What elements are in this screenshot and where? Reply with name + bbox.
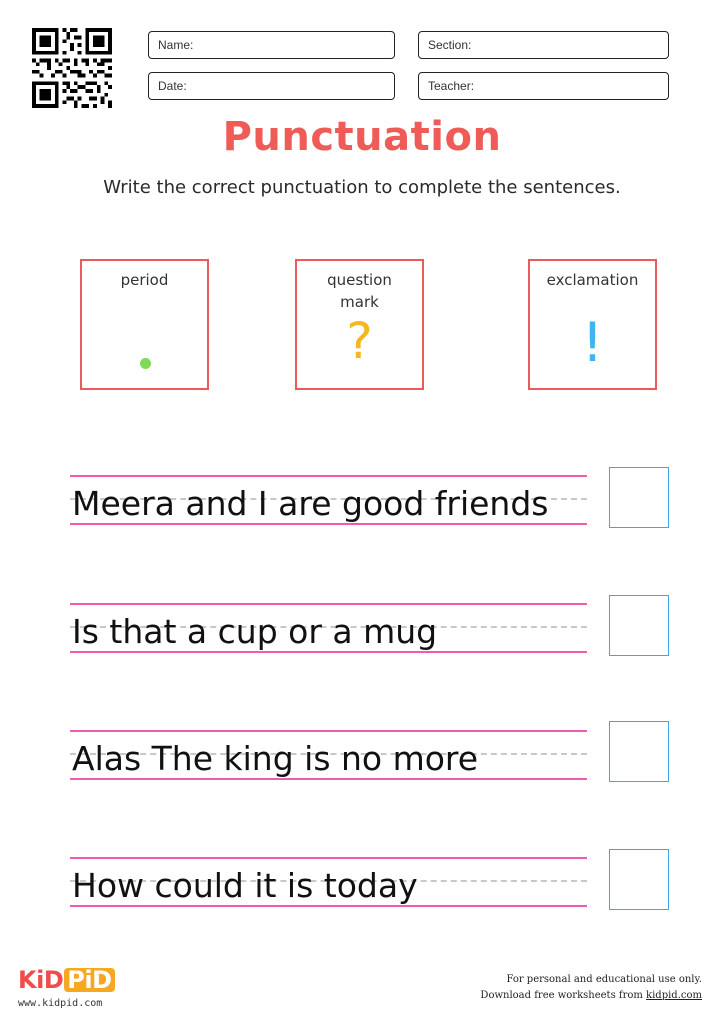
question-mark-label [297, 269, 422, 313]
logo-pid: PiD [64, 968, 114, 992]
footer-notice [480, 972, 702, 1004]
section-field[interactable] [418, 31, 669, 59]
sentence-text: Is that a cup or a mug [72, 612, 438, 651]
sentence-row-4 [70, 857, 587, 917]
question-mark-box [295, 259, 424, 390]
exclamation-box [528, 259, 657, 390]
date-field[interactable] [148, 72, 395, 100]
sentence-row-2 [70, 603, 587, 663]
name-label: Name: [158, 38, 194, 52]
teacher-label: Teacher: [428, 79, 475, 93]
website-url: www.kidpid.com [18, 998, 103, 1009]
question-mark-label-line2: mark [340, 293, 379, 311]
guide-line-top [70, 730, 587, 732]
footer-line-2-text: Download free worksheets from [480, 990, 647, 1001]
instruction-text: Write the correct punctuation to complete the sentences. [103, 177, 621, 198]
exclamation-label: exclamation [546, 271, 639, 289]
footer-line-2 [480, 988, 702, 1004]
question-mark-icon: ? [346, 312, 373, 370]
guide-line-top [70, 857, 587, 859]
sentence-text: Alas The king is no more [72, 739, 479, 778]
guide-line-top [70, 603, 587, 605]
guide-line-top [70, 475, 587, 477]
logo-kid: KiD [18, 966, 64, 994]
sentence-row-3 [70, 730, 587, 790]
period-label: period [120, 271, 169, 289]
period-box [80, 259, 209, 390]
worksheet-title: Punctuation [222, 114, 502, 160]
logo-text [18, 966, 115, 994]
sentence-row-1 [70, 475, 587, 535]
period-dot-icon [140, 358, 151, 369]
exclamation-mark-icon: ! [581, 311, 604, 374]
date-label: Date: [158, 79, 187, 93]
sentence-text: Meera and I are good friends [72, 484, 549, 523]
footer-line-1: For personal and educational use only. [506, 974, 702, 985]
sentence-text: How could it is today [72, 866, 418, 905]
answer-box-3[interactable] [609, 721, 669, 782]
answer-box-2[interactable] [609, 595, 669, 656]
kidpid-logo [18, 968, 115, 992]
footer-link[interactable]: kidpid.com [646, 990, 702, 1001]
qr-code-icon [32, 28, 112, 108]
name-field[interactable] [148, 31, 395, 59]
answer-box-4[interactable] [609, 849, 669, 910]
teacher-field[interactable] [418, 72, 669, 100]
question-mark-label-line1: question [327, 271, 392, 289]
answer-box-1[interactable] [609, 467, 669, 528]
section-label: Section: [428, 38, 472, 52]
